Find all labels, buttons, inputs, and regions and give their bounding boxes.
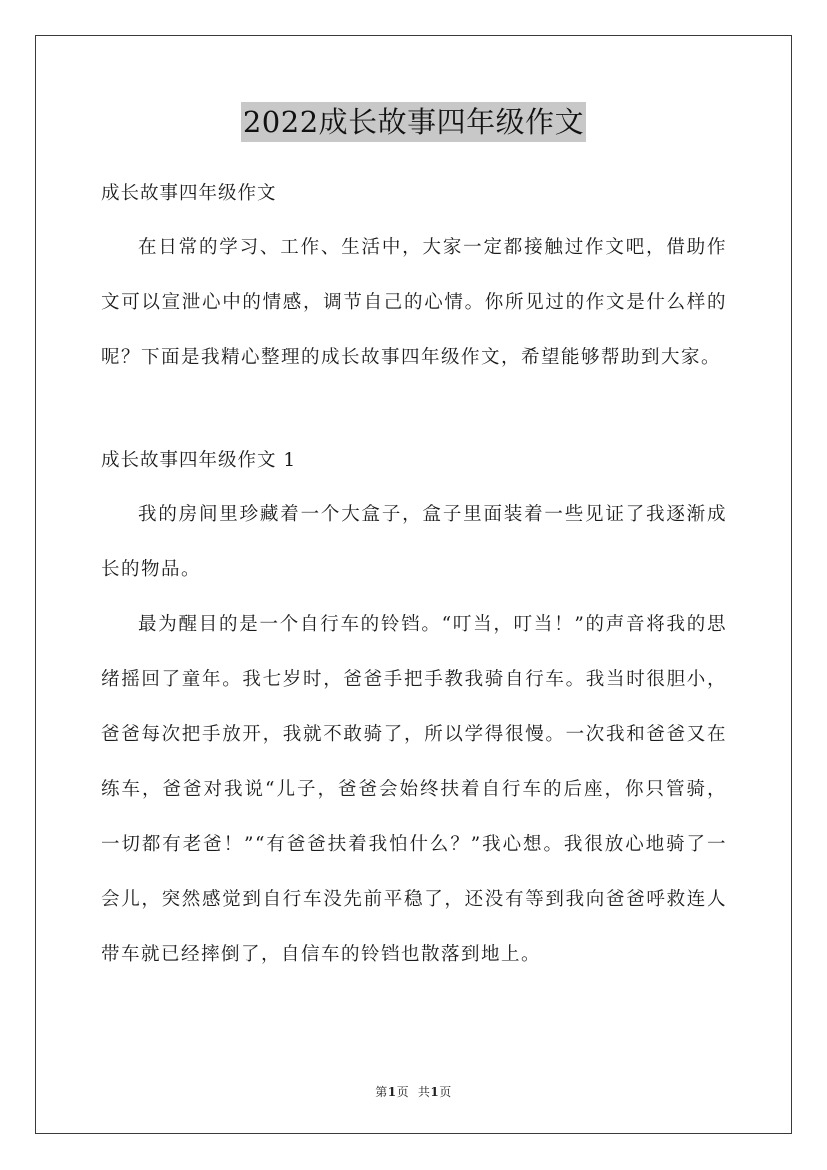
total-prefix: 共: [417, 1085, 431, 1099]
total-suffix: 页: [439, 1085, 452, 1099]
page-number: 1: [387, 1085, 397, 1099]
body-paragraph-2: 最为醒目的是一个自行车的铃铛。“叮当，叮当！”的声音将我的思绪摇回了童年。我七岁时，爸爸手把手教我骑自行车。我当时很胆小，爸爸每次把手放开，我就不敢骑了，所以学得很慢。一次我和爸爸又在练车，爸爸对我说“儿子，爸爸会始终扶着自行车的后座，你只管骑，一切都有老爸！”“有爸爸扶着我怕什么？”我心想。我很放心地骑了一会儿，突然感觉到自行车没先前平稳了，还没有等到我向爸爸呼救连人带车就已经摔倒了，自信车的铃铛也散落到地上。: [101, 614, 727, 965]
document-title: 2022成长故事四年级作文: [241, 102, 586, 142]
title-container: [0, 102, 827, 142]
page-footer: [0, 1083, 827, 1100]
document-subtitle: 成长故事四年级作文: [101, 183, 277, 204]
page-prefix: 第: [375, 1085, 388, 1099]
section-spacer: [101, 385, 727, 435]
intro-paragraph: 在日常的学习、工作、生活中，大家一定都接触过作文吧，借助作文可以宣泄心中的情感，调节自己的心情。你所见过的作文是什么样的呢？下面是我精心整理的成长故事四年级作文，希望能够帮助到大家。: [101, 237, 727, 368]
page-suffix: 页: [396, 1085, 410, 1099]
body-paragraph-1: 我的房间里珍藏着一个大盒子，盒子里面装着一些见证了我逐渐成长的物品。: [101, 504, 727, 580]
document-body: [101, 168, 727, 982]
total-pages: 1: [430, 1085, 440, 1099]
section-heading: 成长故事四年级作文 1: [101, 450, 297, 471]
